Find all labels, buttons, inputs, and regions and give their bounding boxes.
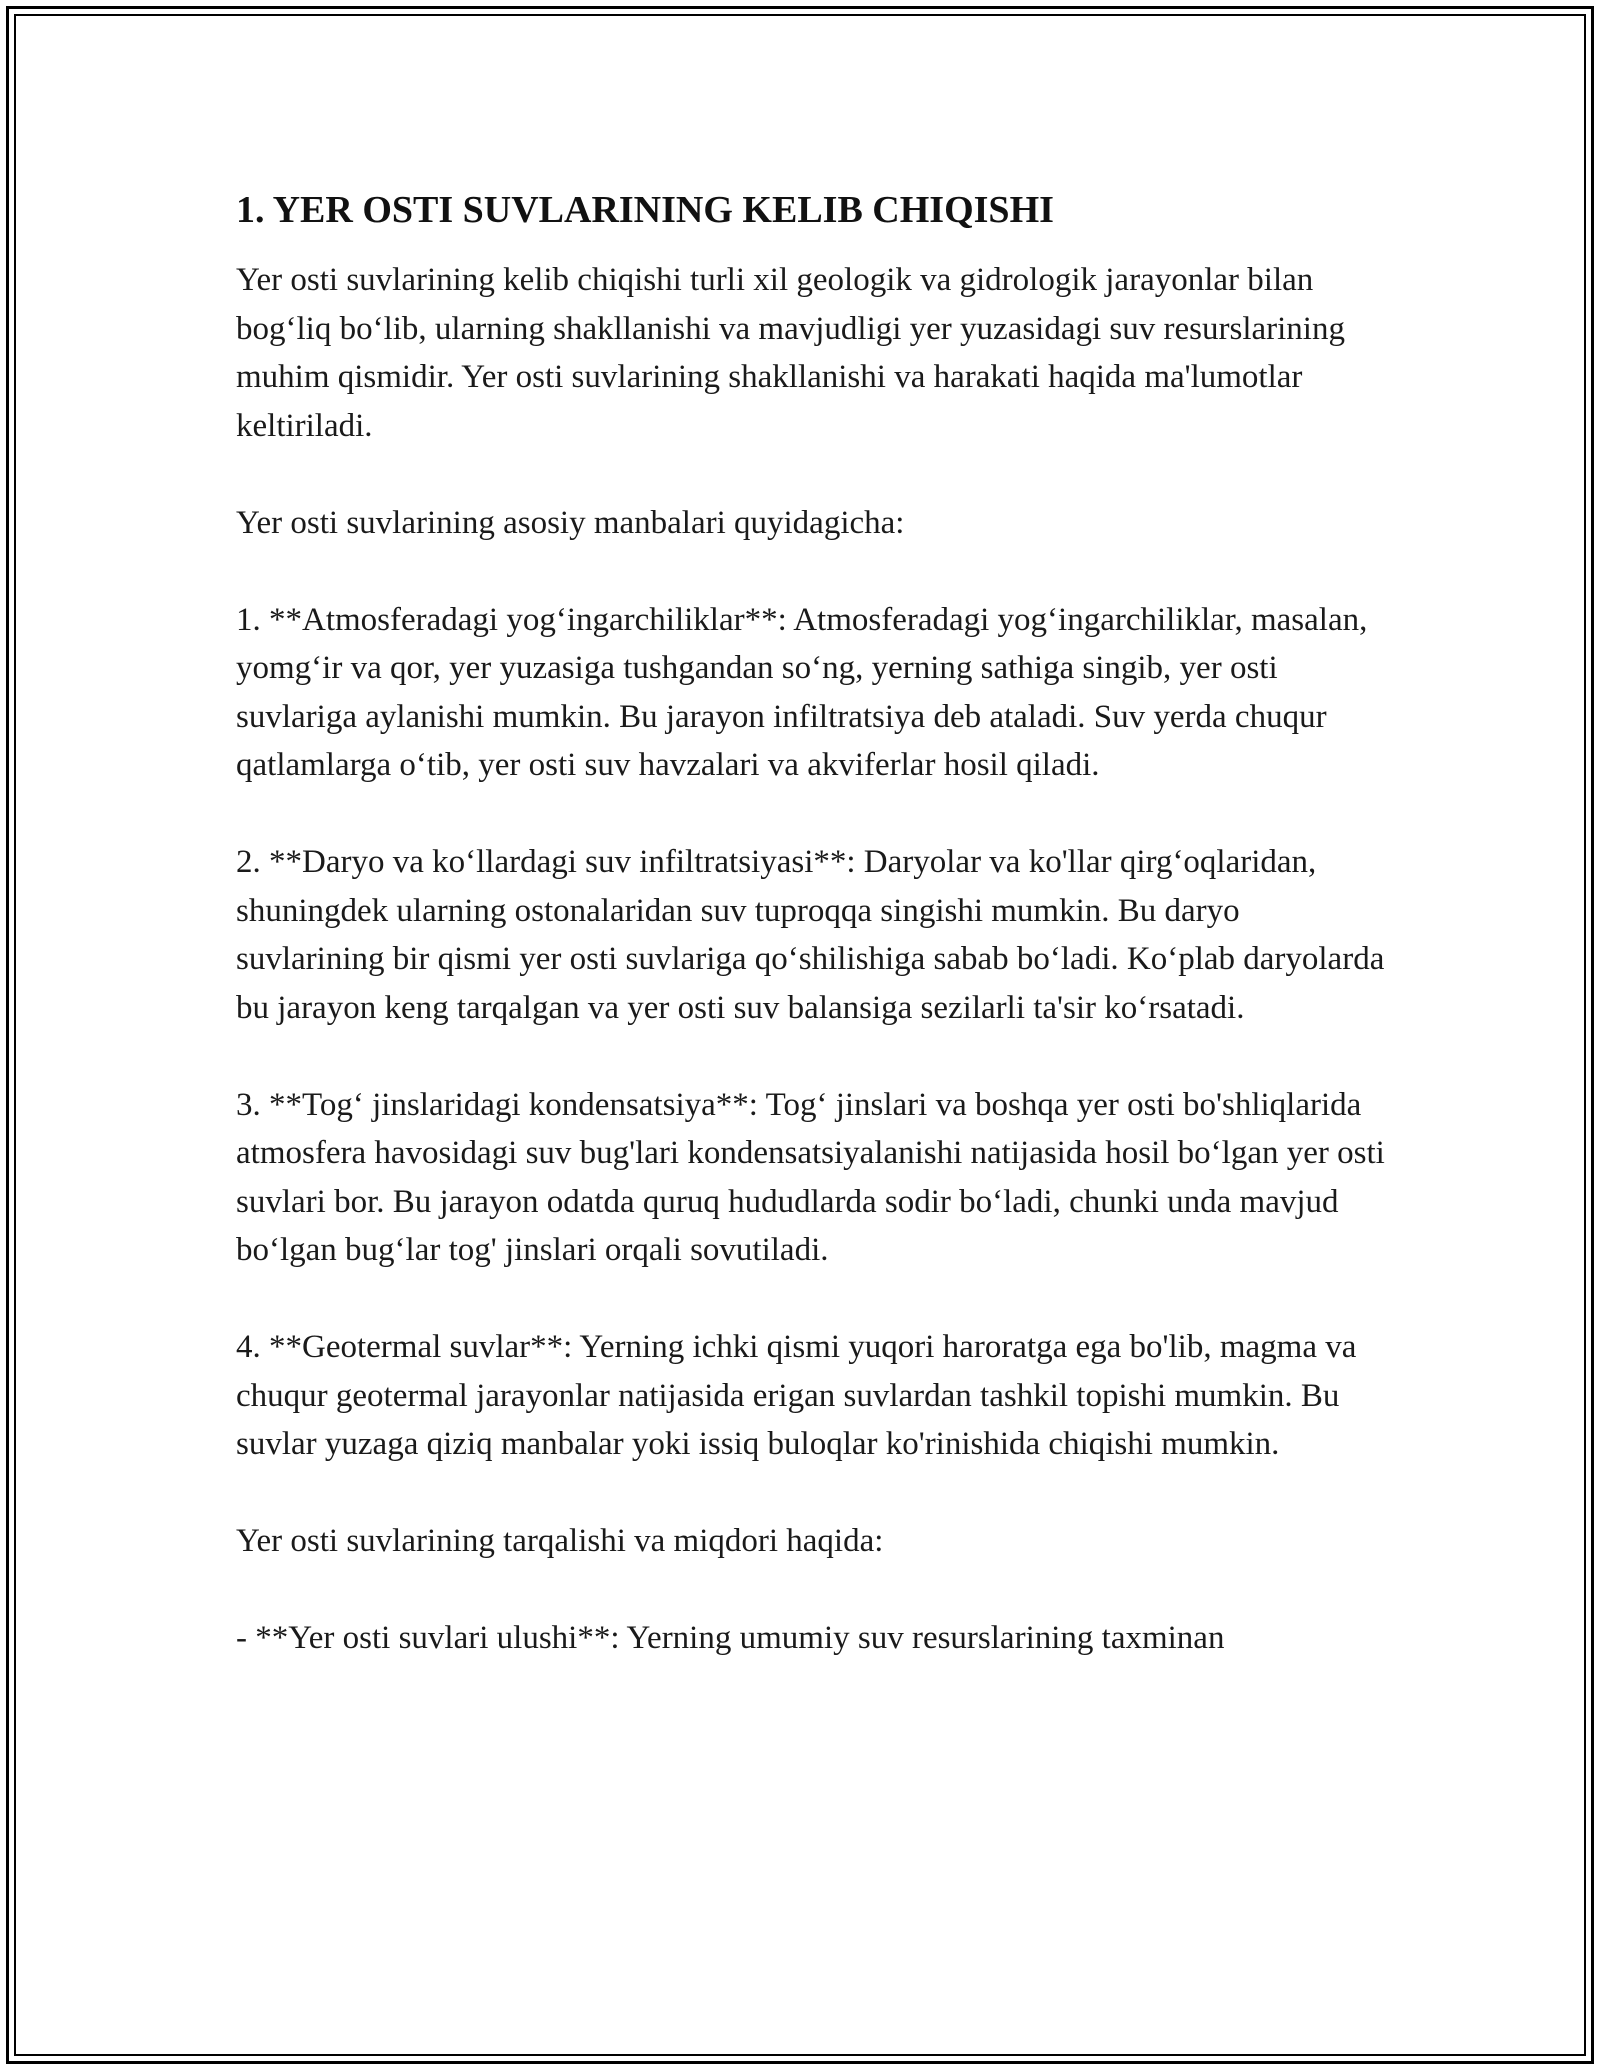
section-heading: 1. YER OSTI SUVLARINING KELIB CHIQISHI: [236, 189, 1054, 231]
paragraph-distribution-lead: Yer osti suvlarining tarqalishi va miqdori haqida:: [236, 1523, 884, 1559]
bullet-item-groundwater-share: - **Yer osti suvlari ulushi**: Yerning umumiy suv resurslarining taxminan: [236, 1620, 1225, 1656]
paragraph-intro: Yer osti suvlarining kelib chiqishi turli xil geologik va gidrologik jarayonlar bilan bog‘liq bo‘lib, ularning shakllanishi va mavjudligi yer yuzasidagi suv resurslarining muhim qismidir. Yer osti suvlarining shakllanishi va harakati haqida ma'lumotlar keltiriladi.: [236, 262, 1345, 444]
list-item-geothermal-waters: 4. **Geotermal suvlar**: Yerning ichki qismi yuqori haroratga ega bo'lib, magma va chuqur geotermal jarayonlar natijasida erigan suvlardan tashkil topishi mumkin. Bu suvlar yuzaga qiziq manbalar yoki issiq buloqlar ko'rinishida chiqishi mumkin.: [236, 1329, 1357, 1462]
list-item-river-lake-infiltration: 2. **Daryo va ko‘llardagi suv infiltratsiyasi**: Daryolar va ko'llar qirg‘oqlaridan, shuningdek ularning ostonalaridan suv tuproqqa singishi mumkin. Bu daryo suvlarining bir qismi yer osti suvlariga qo‘shilishiga sabab bo‘ladi. Ko‘plab daryolarda bu jarayon keng tarqalgan va yer osti suv balansiga sezilarli ta'sir ko‘rsatadi.: [236, 844, 1385, 1026]
list-item-atmospheric-precipitation: 1. **Atmosferadagi yog‘ingarchiliklar**: Atmosferadagi yog‘ingarchiliklar, masalan, yomg‘ir va qor, yer yuzasiga tushgandan so‘ng, yerning sathiga singib, yer osti suvlariga aylanishi mumkin. Bu jarayon infiltratsiya deb ataladi. Suv yerda chuqur qatlamlarga o‘tib, yer osti suv havzalari va akviferlar hosil qiladi.: [236, 601, 1368, 783]
document-body: [236, 186, 1396, 1711]
paragraph-sources-lead: Yer osti suvlarining asosiy manbalari quyidagicha:: [236, 504, 905, 541]
list-item-rock-condensation: 3. **Tog‘ jinslaridagi kondensatsiya**: Tog‘ jinslari va boshqa yer osti bo'shliqlarida atmosfera havosidagi suv bug'lari kondensatsiyalanishi natijasida hosil bo‘lgan yer osti suvlari bor. Bu jarayon odatda quruq hududlarda sodir bo‘ladi, chunki unda mavjud bo‘lgan bug‘lar tog' jinslari orqali sovutiladi.: [236, 1086, 1385, 1268]
